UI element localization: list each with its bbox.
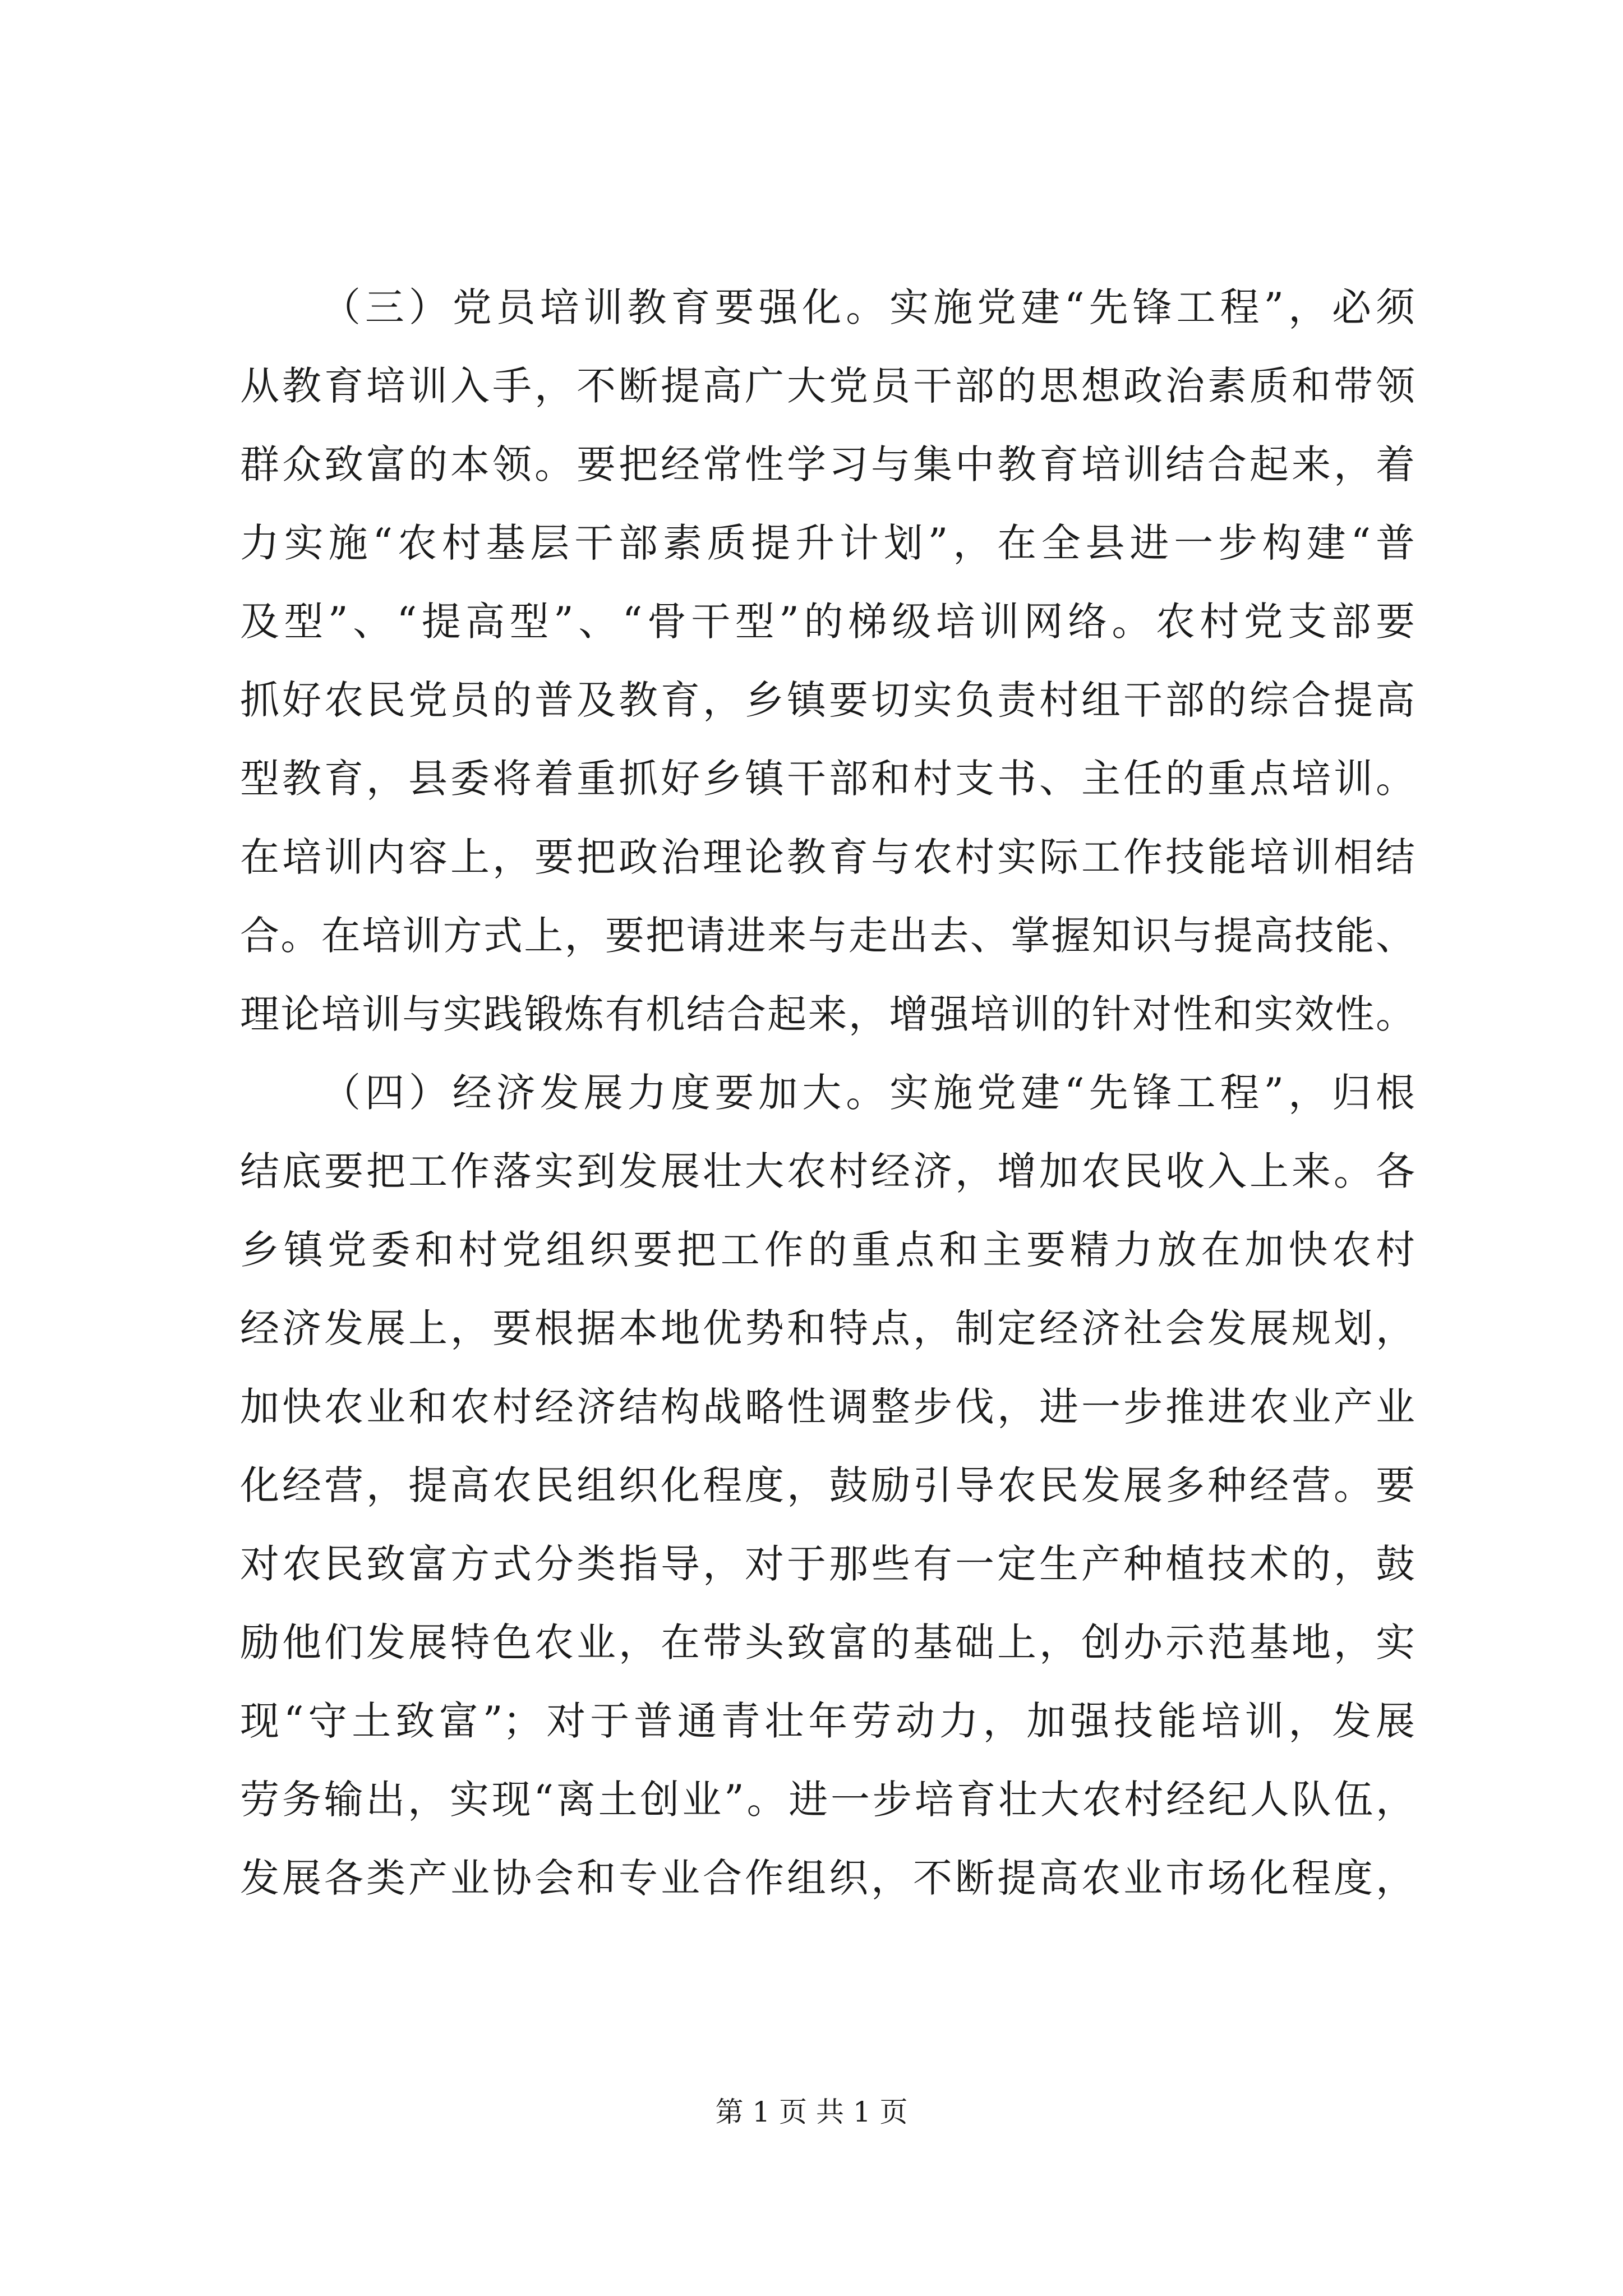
paragraph-4-line-3: 乡镇党委和村党组织要把工作的重点和主要精力放在加快农村 <box>240 1227 1415 1273</box>
paragraph-3-line-5: 及型”、“提高型”、“骨干型”的梯级培训网络。农村党支部要 <box>240 599 1415 645</box>
paragraph-4-line-11: 发展各类产业协会和专业合作组织，不断提高农业市场化程度， <box>240 1855 1415 1901</box>
paragraph-3-line-6: 抓好农民党员的普及教育，乡镇要切实负责村组干部的综合提高 <box>240 677 1415 723</box>
paragraph-3-line-7: 型教育，县委将着重抓好乡镇干部和村支书、主任的重点培训。 <box>240 756 1415 802</box>
paragraph-4-line-1: （四）经济发展力度要加大。实施党建“先锋工程”，归根 <box>321 1070 1415 1116</box>
paragraph-4-line-6: 化经营，提高农民组织化程度，鼓励引导农民发展多种经营。要 <box>240 1462 1415 1508</box>
paragraph-3-line-4: 力实施“农村基层干部素质提升计划”，在全县进一步构建“普 <box>240 520 1415 566</box>
paragraph-3-line-10: 理论培训与实践锻炼有机结合起来，增强培训的针对性和实效性。 <box>240 991 1415 1037</box>
paragraph-3-line-1: （三）党员培训教育要强化。实施党建“先锋工程”，必须 <box>321 284 1415 330</box>
paragraph-4-line-10: 劳务输出，实现“离土创业”。进一步培育壮大农村经纪人队伍， <box>240 1777 1415 1823</box>
paragraph-3-line-3: 群众致富的本领。要把经常性学习与集中教育培训结合起来，着 <box>240 441 1415 487</box>
paragraph-4-line-8: 励他们发展特色农业，在带头致富的基础上，创办示范基地，实 <box>240 1619 1415 1665</box>
paragraph-3-line-9: 合。在培训方式上，要把请进来与走出去、掌握知识与提高技能、 <box>240 913 1415 959</box>
paragraph-4-line-2: 结底要把工作落实到发展壮大农村经济，增加农民收入上来。各 <box>240 1148 1415 1194</box>
paragraph-4-line-5: 加快农业和农村经济结构战略性调整步伐，进一步推进农业产业 <box>240 1384 1415 1430</box>
paragraph-3-line-8: 在培训内容上，要把政治理论教育与农村实际工作技能培训相结 <box>240 834 1415 880</box>
paragraph-4-line-7: 对农民致富方式分类指导，对于那些有一定生产种植技术的，鼓 <box>240 1541 1415 1587</box>
paragraph-4-line-4: 经济发展上，要根据本地优势和特点，制定经济社会发展规划， <box>240 1305 1415 1351</box>
page-number-footer: 第 1 页 共 1 页 <box>715 2096 908 2128</box>
paragraph-4-line-9: 现“守土致富”；对于普通青壮年劳动力，加强技能培训，发展 <box>240 1698 1415 1744</box>
paragraph-3-line-2: 从教育培训入手，不断提高广大党员干部的思想政治素质和带领 <box>240 363 1415 409</box>
